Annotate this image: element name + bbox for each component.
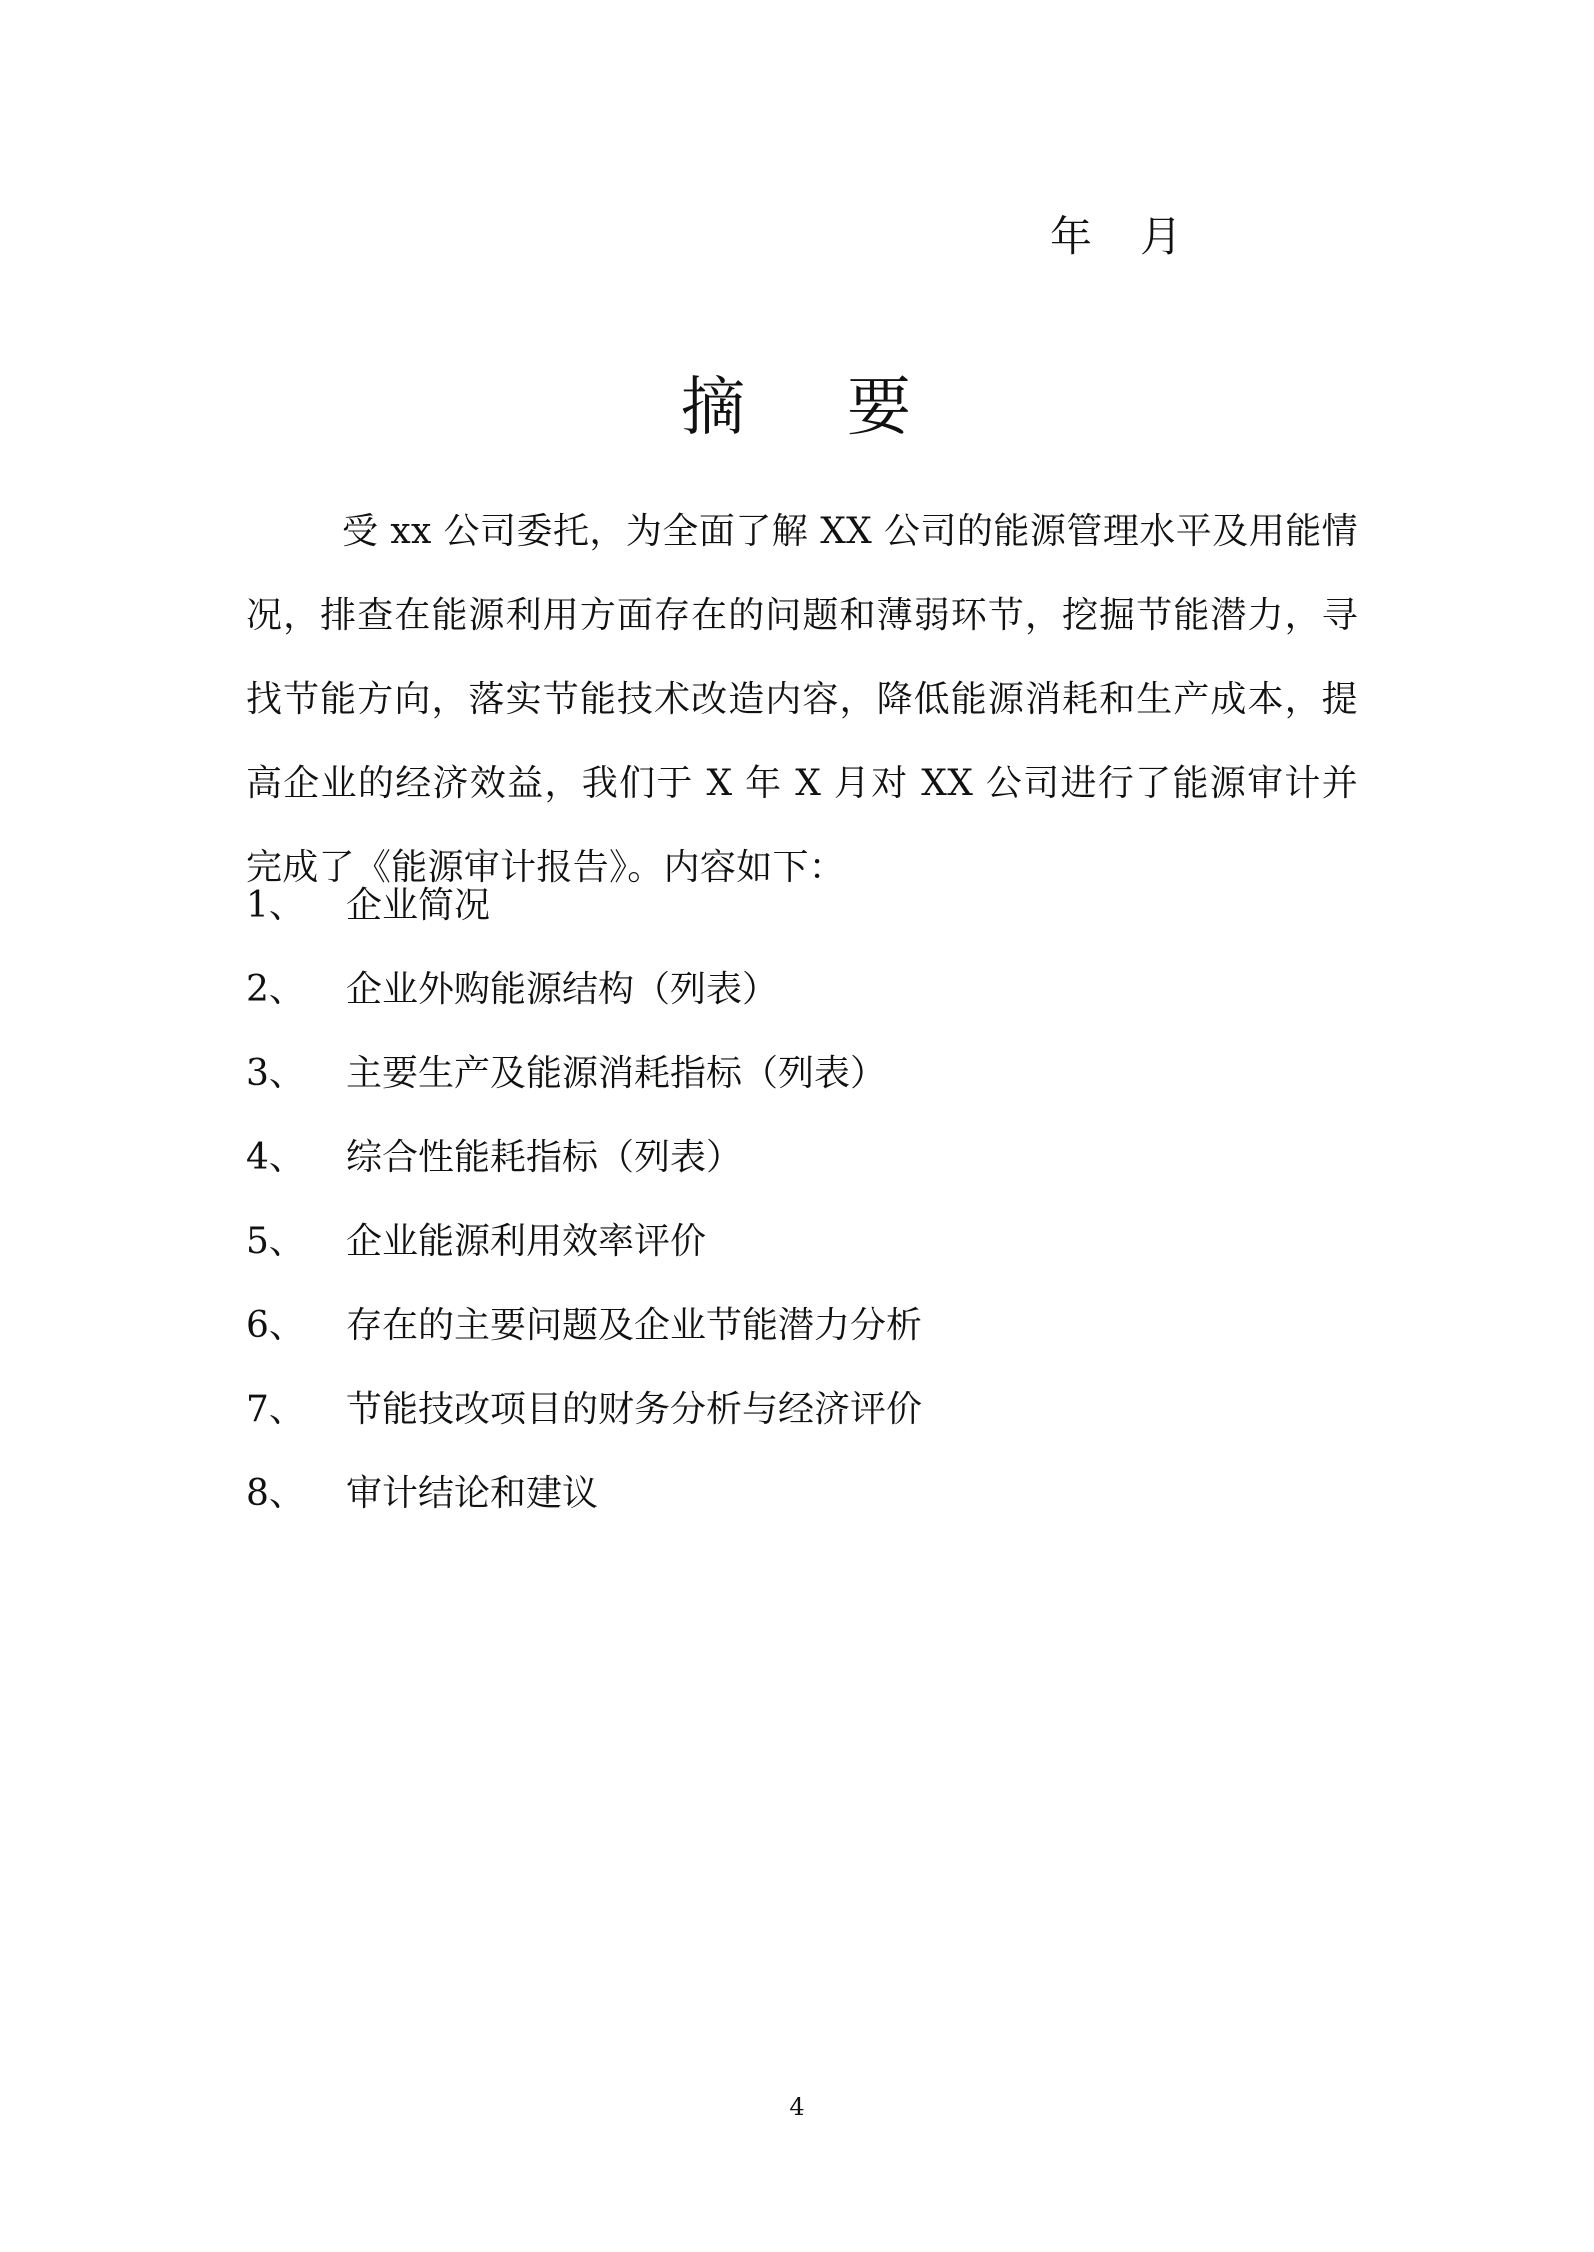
list-item-text: 审计结论和建议 — [346, 1473, 599, 1514]
page-number: 4 — [789, 2093, 805, 2121]
list-item — [246, 1368, 1358, 1452]
list-item-text: 存在的主要问题及企业节能潜力分析 — [346, 1305, 923, 1346]
list-item-number: 8、 — [246, 1473, 305, 1514]
list-item-text: 主要生产及能源消耗指标（列表） — [346, 1053, 887, 1094]
page-title — [0, 368, 1594, 448]
list-item-number: 1、 — [246, 885, 305, 926]
list-item — [246, 864, 1358, 948]
list-item-text: 综合性能耗指标（列表） — [346, 1137, 743, 1178]
list-item-number: 4、 — [246, 1137, 305, 1178]
month-label: 月 — [1140, 212, 1183, 261]
contents-list — [246, 864, 1358, 1536]
title-char-1: 摘 — [681, 371, 747, 445]
list-item-number: 7、 — [246, 1389, 305, 1430]
list-item — [246, 1032, 1358, 1116]
list-item — [246, 948, 1358, 1032]
list-item — [246, 1200, 1358, 1284]
date-line — [1050, 208, 1182, 266]
list-item-text: 节能技改项目的财务分析与经济评价 — [346, 1389, 923, 1430]
list-item — [246, 1284, 1358, 1368]
list-item-number: 3、 — [246, 1053, 305, 1094]
summary-paragraph: 受 xx 公司委托，为全面了解 XX 公司的能源管理水平及用能情况，排查在能源利用方面存在的问题和薄弱环节，挖掘节能潜力，寻找节能方向，落实节能技术改造内容，降低能源消耗和生产成本，提高企业的经济效益，我们于 X 年 X 月对 XX 公司进行了能源审计并完成了《能源审计报告》。内容如下： — [246, 511, 1358, 888]
title-char-2: 要 — [847, 371, 913, 445]
list-item-number: 2、 — [246, 969, 305, 1010]
list-item-text: 企业能源利用效率评价 — [346, 1221, 707, 1262]
list-item-number: 5、 — [246, 1221, 305, 1262]
list-item — [246, 1116, 1358, 1200]
list-item-number: 6、 — [246, 1305, 305, 1346]
list-item-text: 企业外购能源结构（列表） — [346, 969, 779, 1010]
year-label: 年 — [1050, 212, 1093, 261]
list-item-text: 企业简况 — [346, 885, 491, 926]
list-item — [246, 1452, 1358, 1536]
